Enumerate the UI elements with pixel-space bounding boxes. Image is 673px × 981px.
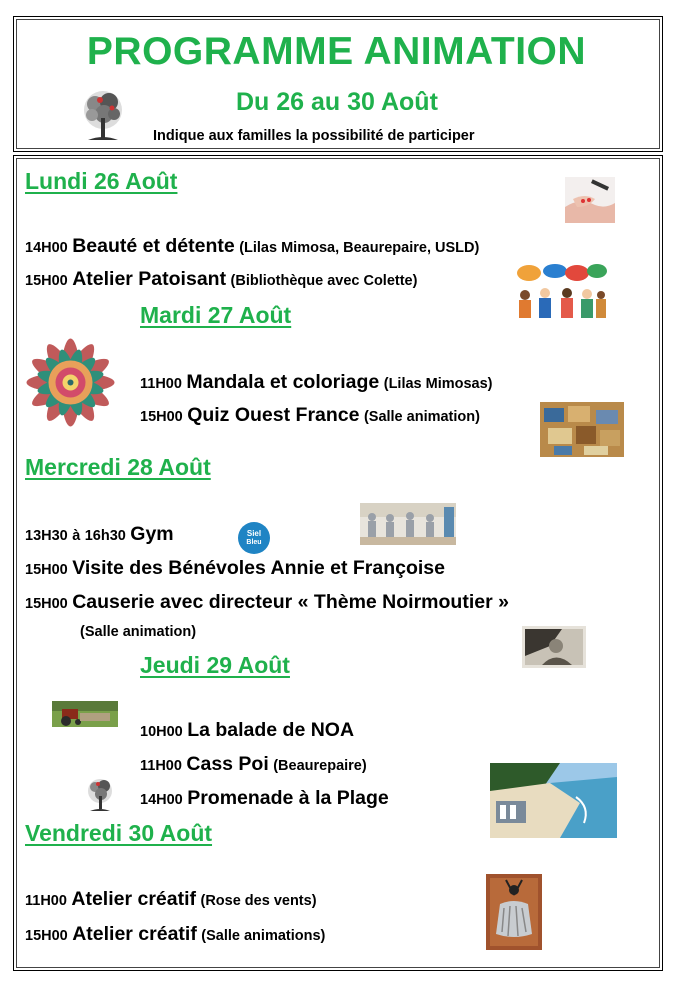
- day-heading-jeudi: Jeudi 29 Août: [140, 652, 290, 678]
- event-row: [140, 403, 480, 429]
- event-time: 14H00: [140, 792, 183, 808]
- event-row: [25, 234, 479, 260]
- event-activity: Gym: [130, 523, 174, 545]
- event-row: [140, 752, 367, 778]
- event-activity: Visite des Bénévoles Annie et Françoise: [72, 557, 446, 579]
- event-time: 11H00: [25, 893, 67, 909]
- mandala-image: [23, 335, 118, 430]
- event-activity: Beauté et détente: [72, 235, 235, 257]
- event-activity: La balade de NOA: [187, 719, 355, 741]
- speech-bubbles-people-image: [515, 263, 607, 323]
- event-time: 11H00: [140, 758, 182, 774]
- event-row: [25, 556, 445, 582]
- event-activity: Promenade à la Plage: [187, 787, 389, 809]
- manicure-photo: [565, 177, 615, 223]
- event-row: [25, 267, 417, 293]
- event-time: 13H30: [25, 528, 68, 544]
- day-heading-mardi: Mardi 27 Août: [140, 302, 292, 328]
- event-row: [25, 522, 174, 548]
- event-row: [140, 786, 389, 812]
- event-time-end: 16h30: [84, 528, 126, 544]
- day-heading-vendredi: Vendredi 30 Août: [25, 820, 213, 846]
- event-row: [140, 370, 493, 396]
- event-place: (Rose des vents): [200, 893, 317, 909]
- puzzle-photo: [540, 402, 624, 457]
- day-heading-lundi: Lundi 26 Août: [25, 168, 178, 194]
- event-activity: Atelier Patoisant: [72, 268, 227, 290]
- event-time: 15H00: [25, 562, 68, 578]
- event-place: (Bibliothèque avec Colette): [230, 273, 418, 289]
- craft-photo: [486, 874, 542, 950]
- participation-notice: Indique aux familles la possibilité de participer: [153, 128, 475, 144]
- event-time: 15H00: [25, 596, 68, 612]
- event-time: 15H00: [25, 928, 68, 944]
- day-heading-mercredi: Mercredi 28 Août: [25, 454, 211, 480]
- event-activity: Cass Poi: [186, 753, 269, 775]
- event-joiner: à: [72, 528, 81, 544]
- event-row: [25, 922, 325, 948]
- event-row: [25, 887, 317, 913]
- event-place: (Lilas Mimosa, Beaurepaire, USLD): [239, 240, 480, 256]
- gym-photo: [360, 503, 456, 545]
- event-place: (Beaurepaire): [273, 758, 367, 774]
- event-time: 15H00: [140, 409, 183, 425]
- portrait-photo: [522, 626, 586, 668]
- svg-text:Bleu: Bleu: [246, 539, 262, 546]
- svg-text:Siel: Siel: [246, 529, 262, 538]
- page-title: PROGRAMME ANIMATION: [86, 30, 587, 73]
- event-time: 10H00: [140, 724, 183, 740]
- date-range: Du 26 au 30 Août: [236, 88, 438, 116]
- event-time: 14H00: [25, 240, 68, 256]
- event-activity: Quiz Ouest France: [187, 404, 360, 426]
- event-time: 15H00: [25, 273, 68, 289]
- event-activity: Atelier créatif: [71, 888, 197, 910]
- event-place: (Salle animation): [80, 624, 197, 640]
- event-activity: Mandala et coloriage: [186, 371, 380, 393]
- beach-photo: [490, 763, 617, 838]
- event-activity: Causerie avec directeur « Thème Noirmoutier »: [72, 591, 509, 613]
- tree-logo-icon: [78, 88, 128, 146]
- event-row: [25, 590, 509, 616]
- event-activity: Atelier créatif: [72, 923, 197, 945]
- event-place: (Salle animations): [201, 928, 326, 944]
- event-place: (Salle animation): [363, 409, 480, 425]
- tree-logo-icon: [84, 777, 116, 813]
- event-time: 11H00: [140, 376, 182, 392]
- siel-bleu-logo: [237, 521, 271, 555]
- event-row: [140, 718, 354, 744]
- event-place: (Lilas Mimosas): [383, 376, 493, 392]
- tractor-photo: [52, 701, 118, 727]
